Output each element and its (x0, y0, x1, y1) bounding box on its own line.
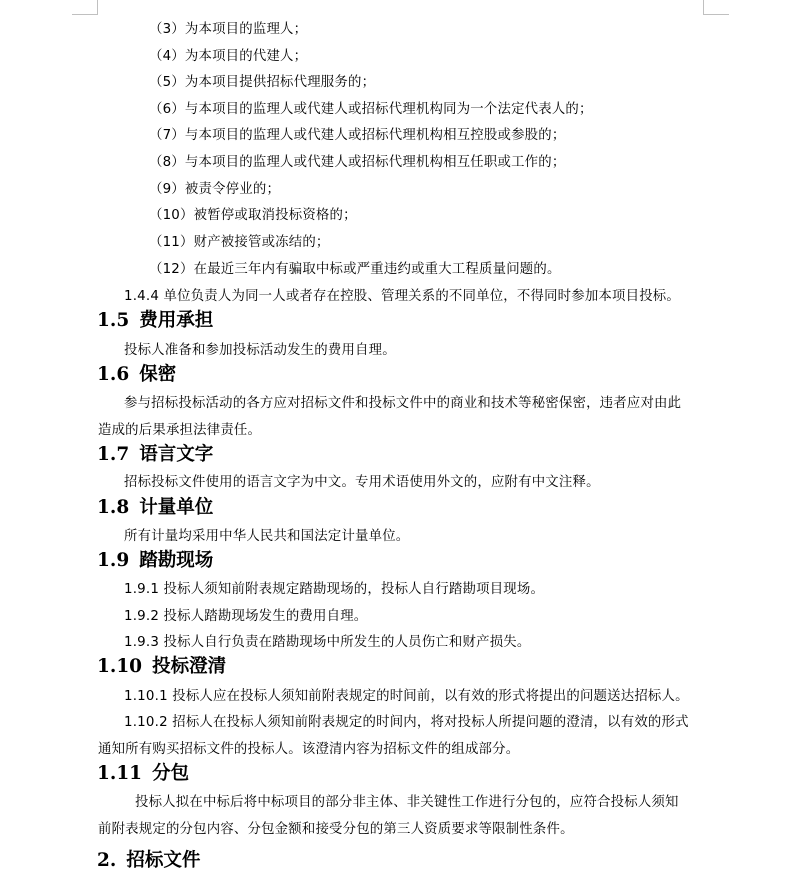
list-item: （9）被责令停业的； (149, 182, 281, 197)
list-item: （4）为本项目的代建人； (149, 49, 308, 64)
section-body: 招标投标文件使用的语言文字为中文。专用术语使用外文的，应附有中文注释。 (124, 475, 600, 490)
crop-mark-left-vertical (97, 0, 98, 14)
section-body-continued: 前附表规定的分包内容、分包金额和接受分包的第三人资质要求等限制性条件。 (98, 822, 574, 837)
section-body: 参与招标投标活动的各方应对招标文件和投标文件中的商业和技术等秘密保密，违者应对由此 (124, 396, 682, 411)
clause-1-9-3: 1.9.3 投标人自行负责在踏勘现场中所发生的人员伤亡和财产损失。 (124, 635, 531, 650)
list-item: （12）在最近三年内有骗取中标或严重违约或重大工程质量问题的。 (149, 262, 561, 277)
list-item: （10）被暂停或取消投标资格的； (149, 208, 357, 223)
clause-1-10-2: 1.10.2 招标人在投标人须知前附表规定的时间内，将对投标人所提问题的澄清，以有效的形式 (124, 715, 689, 730)
section-title: 投标澄清 (152, 656, 227, 677)
section-number: 1.9 (97, 550, 130, 571)
section-number: 1.7 (97, 444, 130, 465)
section-title: 费用承担 (139, 310, 214, 331)
crop-mark-left-horizontal (72, 14, 98, 15)
section-title: 招标文件 (126, 850, 201, 871)
section-heading-1-9 (97, 550, 213, 572)
section-body: 所有计量均采用中华人民共和国法定计量单位。 (124, 529, 410, 544)
section-number: 1.10 (97, 656, 143, 677)
section-number: 1.6 (97, 364, 130, 385)
chapter-heading-2 (97, 850, 200, 872)
section-body-continued: 造成的后果承担法律责任。 (98, 423, 262, 438)
section-title: 分包 (152, 763, 190, 784)
section-body: 投标人拟在中标后将中标项目的部分非主体、非关键性工作进行分包的，应符合投标人须知 (135, 795, 679, 810)
section-heading-1-10 (97, 656, 226, 678)
clause-1-9-1: 1.9.1 投标人须知前附表规定踏勘现场的，投标人自行踏勘项目现场。 (124, 582, 545, 597)
section-heading-1-11 (97, 763, 189, 785)
section-heading-1-6 (97, 364, 176, 386)
section-heading-1-7 (97, 444, 213, 466)
section-number: 1.8 (97, 497, 130, 518)
section-number: 1.5 (97, 310, 130, 331)
section-title: 保密 (139, 364, 177, 385)
list-item: （8）与本项目的监理人或代建人或招标代理机构相互任职或工作的； (149, 155, 566, 170)
section-number: 2. (97, 850, 117, 871)
section-title: 计量单位 (139, 497, 214, 518)
crop-mark-right-vertical (703, 0, 704, 14)
clause-1-10-2-continued: 通知所有购买招标文件的投标人。该澄清内容为招标文件的组成部分。 (98, 742, 520, 757)
section-number: 1.11 (97, 763, 143, 784)
clause-1-9-2: 1.9.2 投标人踏勘现场发生的费用自理。 (124, 609, 368, 624)
list-item: （6）与本项目的监理人或代建人或招标代理机构同为一个法定代表人的； (149, 102, 593, 117)
list-item: （11）财产被接管或冻结的； (149, 235, 330, 250)
list-item: （5）为本项目提供招标代理服务的； (149, 75, 376, 90)
section-heading-1-8 (97, 497, 213, 519)
clause-1-4-4: 1.4.4 单位负责人为同一人或者存在控股、管理关系的不同单位，不得同时参加本项目投标。 (124, 289, 680, 304)
section-body: 投标人准备和参加投标活动发生的费用自理。 (124, 343, 396, 358)
clause-1-10-1: 1.10.1 投标人应在投标人须知前附表规定的时间前，以有效的形式将提出的问题送达招标人。 (124, 689, 689, 704)
crop-mark-right-horizontal (703, 14, 729, 15)
list-item: （3）为本项目的监理人； (149, 22, 308, 37)
list-item: （7）与本项目的监理人或代建人或招标代理机构相互控股或参股的； (149, 128, 566, 143)
section-heading-1-5 (97, 310, 213, 332)
section-title: 踏勘现场 (139, 550, 214, 571)
section-title: 语言文字 (139, 444, 214, 465)
